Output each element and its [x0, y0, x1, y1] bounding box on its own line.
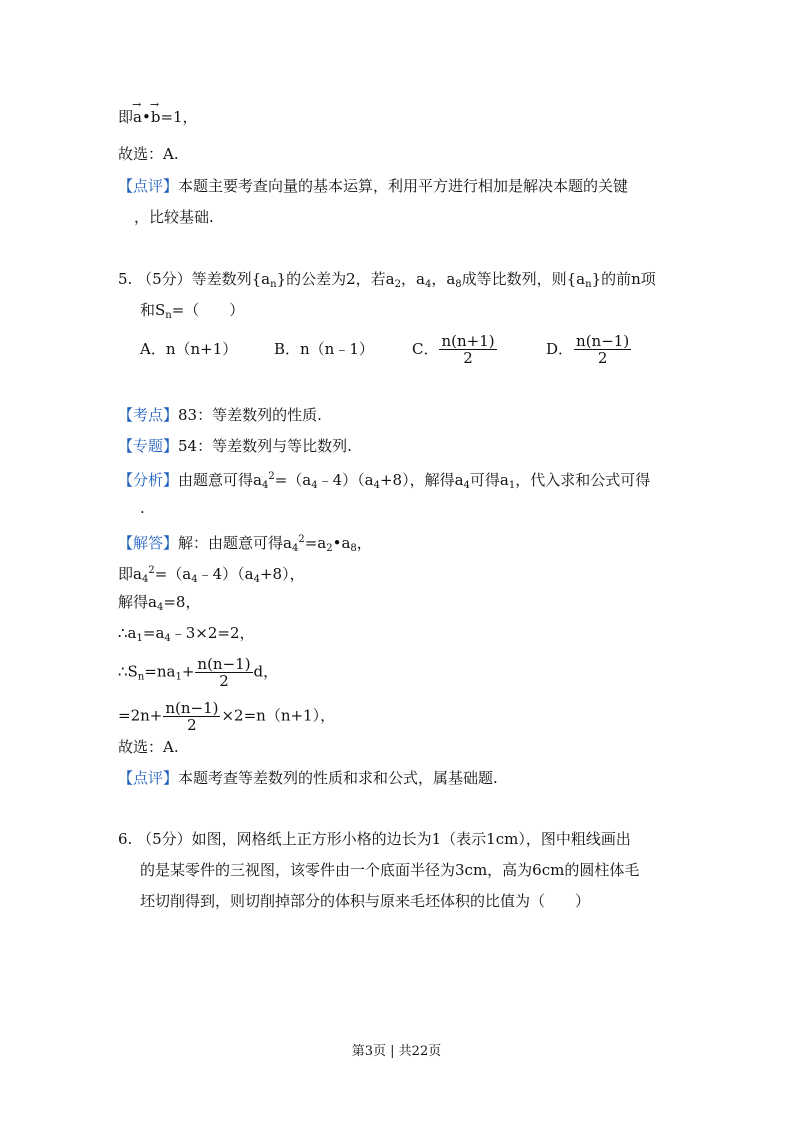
subscript: 1 — [175, 671, 182, 683]
option-c — [412, 333, 546, 366]
text: 即 — [118, 108, 134, 126]
question-5-options — [140, 333, 632, 366]
text: 解得a — [118, 593, 157, 611]
question-number: 6. — [118, 830, 133, 848]
subscript: n — [270, 279, 277, 290]
fenxi-line — [118, 467, 650, 496]
subscript: 4 — [141, 574, 149, 585]
subscript: n — [137, 671, 145, 683]
option-label: D． — [546, 339, 574, 358]
superscript: 2 — [148, 565, 155, 576]
text: ，a — [431, 270, 456, 288]
text: ﹣3×2=2， — [170, 624, 255, 642]
text: +8）， — [259, 565, 305, 583]
text: + — [181, 662, 195, 681]
comment-line — [118, 176, 628, 196]
kaodian-text: 83：等差数列的性质. — [178, 406, 322, 424]
option-d — [546, 333, 632, 366]
kaodian-line — [118, 405, 322, 425]
denominator: 2 — [463, 349, 473, 367]
question-6-line-2: 的是某零件的三视图，该零件由一个底面半径为3cm，高为6cm的圆柱体毛 — [140, 861, 640, 879]
text: ， — [356, 534, 372, 552]
text: •a — [332, 534, 351, 552]
numerator: n(n+1) — [441, 332, 495, 350]
question-5-stem — [118, 269, 656, 295]
text: 成等比数列，则{a — [461, 270, 586, 288]
text: ×2=n（n+1）， — [221, 706, 336, 725]
step-5 — [118, 700, 335, 733]
numerator: n(n−1) — [576, 332, 630, 350]
numerator: n(n−1) — [197, 655, 251, 673]
subscript: 4 — [424, 279, 432, 290]
superscript: 2 — [298, 534, 305, 545]
text: 由题意可得a — [178, 471, 262, 489]
comment-tag: 【点评】 — [118, 177, 179, 195]
text: ∴S — [118, 662, 138, 681]
subscript: 1 — [508, 480, 516, 491]
option-b: B．n（n﹣1） — [274, 339, 374, 358]
text: +8），解得a — [379, 471, 464, 489]
denominator: 2 — [219, 672, 229, 690]
text: ，a — [400, 270, 425, 288]
fraction — [574, 333, 631, 366]
superscript: 2 — [268, 471, 275, 482]
question-6-line-3: 坯切削得到，则切削掉部分的体积与原来毛坯体积的比值为（ ） — [140, 892, 591, 910]
text: ﹣4）（a — [317, 471, 374, 489]
text: 即a — [118, 565, 142, 583]
text: ，代入求和公式可得 — [515, 471, 651, 489]
subscript: 2 — [394, 279, 401, 290]
fraction — [195, 656, 252, 689]
subscript: n — [165, 310, 172, 321]
dianping-text: 本题考查等差数列的性质和求和公式，属基础题. — [178, 769, 498, 787]
text: =na — [144, 662, 176, 681]
subscript: 4 — [373, 480, 380, 491]
text: =1， — [160, 108, 198, 126]
text: ∴a — [118, 624, 137, 642]
text: =a — [304, 534, 327, 552]
dianping-tag: 【点评】 — [118, 769, 179, 787]
fenxi-continuation: . — [140, 499, 145, 517]
subscript: 2 — [326, 543, 333, 554]
text: =8， — [163, 593, 201, 611]
question-number: 5. — [118, 270, 133, 288]
comment-text: 本题主要考查向量的基本运算，利用平方进行相加是解决本题的关键 — [178, 177, 629, 195]
step-4 — [118, 656, 278, 689]
jieda-line — [118, 530, 372, 559]
option-a: A．n（n+1） — [140, 339, 238, 358]
vector-a: → a — [133, 107, 142, 127]
subscript: 4 — [191, 574, 198, 585]
fenxi-tag: 【分析】 — [118, 471, 179, 489]
text: 可得a — [469, 471, 509, 489]
question-6-line-1 — [118, 829, 631, 849]
page-footer: 第3页 | 共22页 — [351, 1044, 442, 1059]
step-2 — [118, 592, 200, 618]
step-1 — [118, 561, 305, 590]
answer-line: 故选：A. — [118, 145, 179, 163]
text: d， — [253, 662, 279, 681]
zhuanti-text: 54：等差数列与等比数列. — [178, 437, 352, 455]
fraction — [439, 333, 496, 366]
zhuanti-line — [118, 436, 352, 456]
text: =2n+ — [118, 706, 163, 725]
vector-dot-result — [118, 107, 198, 127]
text: }的前n项 — [591, 270, 656, 288]
text: }的公差为2，若a — [276, 270, 395, 288]
comment-continuation: ，比较基础. — [134, 208, 214, 226]
text: =（a — [154, 565, 192, 583]
denominator: 2 — [187, 716, 197, 734]
text: =a — [142, 624, 165, 642]
text: =（ ） — [171, 301, 245, 319]
step-3 — [118, 623, 255, 649]
subscript: 4 — [291, 543, 299, 554]
subscript: 4 — [463, 480, 470, 491]
subscript: 8 — [455, 279, 462, 290]
text: =（a — [274, 471, 312, 489]
subscript: 4 — [261, 480, 269, 491]
text: （5分）如图，网格纸上正方形小格的边长为1（表示1cm），图中粗线画出 — [137, 830, 631, 848]
question-5-stem-cont — [140, 300, 244, 326]
subscript: n — [585, 279, 592, 290]
dianping-2-line — [118, 768, 498, 788]
zhuanti-tag: 【专题】 — [118, 437, 179, 455]
numerator: n(n−1) — [165, 699, 219, 717]
text: （5分）等差数列{a — [137, 270, 271, 288]
text: 和S — [140, 301, 166, 319]
text: ﹣4）（a — [197, 565, 254, 583]
subscript: 8 — [350, 543, 357, 554]
subscript: 4 — [164, 633, 171, 644]
vector-b: → b — [151, 107, 161, 127]
option-label: C． — [412, 339, 439, 358]
subscript: 4 — [156, 602, 164, 613]
text: 解：由题意可得a — [178, 534, 292, 552]
subscript: 1 — [136, 633, 143, 644]
fraction — [163, 700, 220, 733]
jieda-tag: 【解答】 — [118, 534, 179, 552]
denominator: 2 — [597, 349, 608, 367]
subscript: 4 — [311, 480, 318, 491]
dot-operator: • — [141, 108, 151, 126]
kaodian-tag: 【考点】 — [118, 406, 179, 424]
subscript: 4 — [253, 574, 260, 585]
step-6: 故选：A. — [118, 738, 179, 756]
